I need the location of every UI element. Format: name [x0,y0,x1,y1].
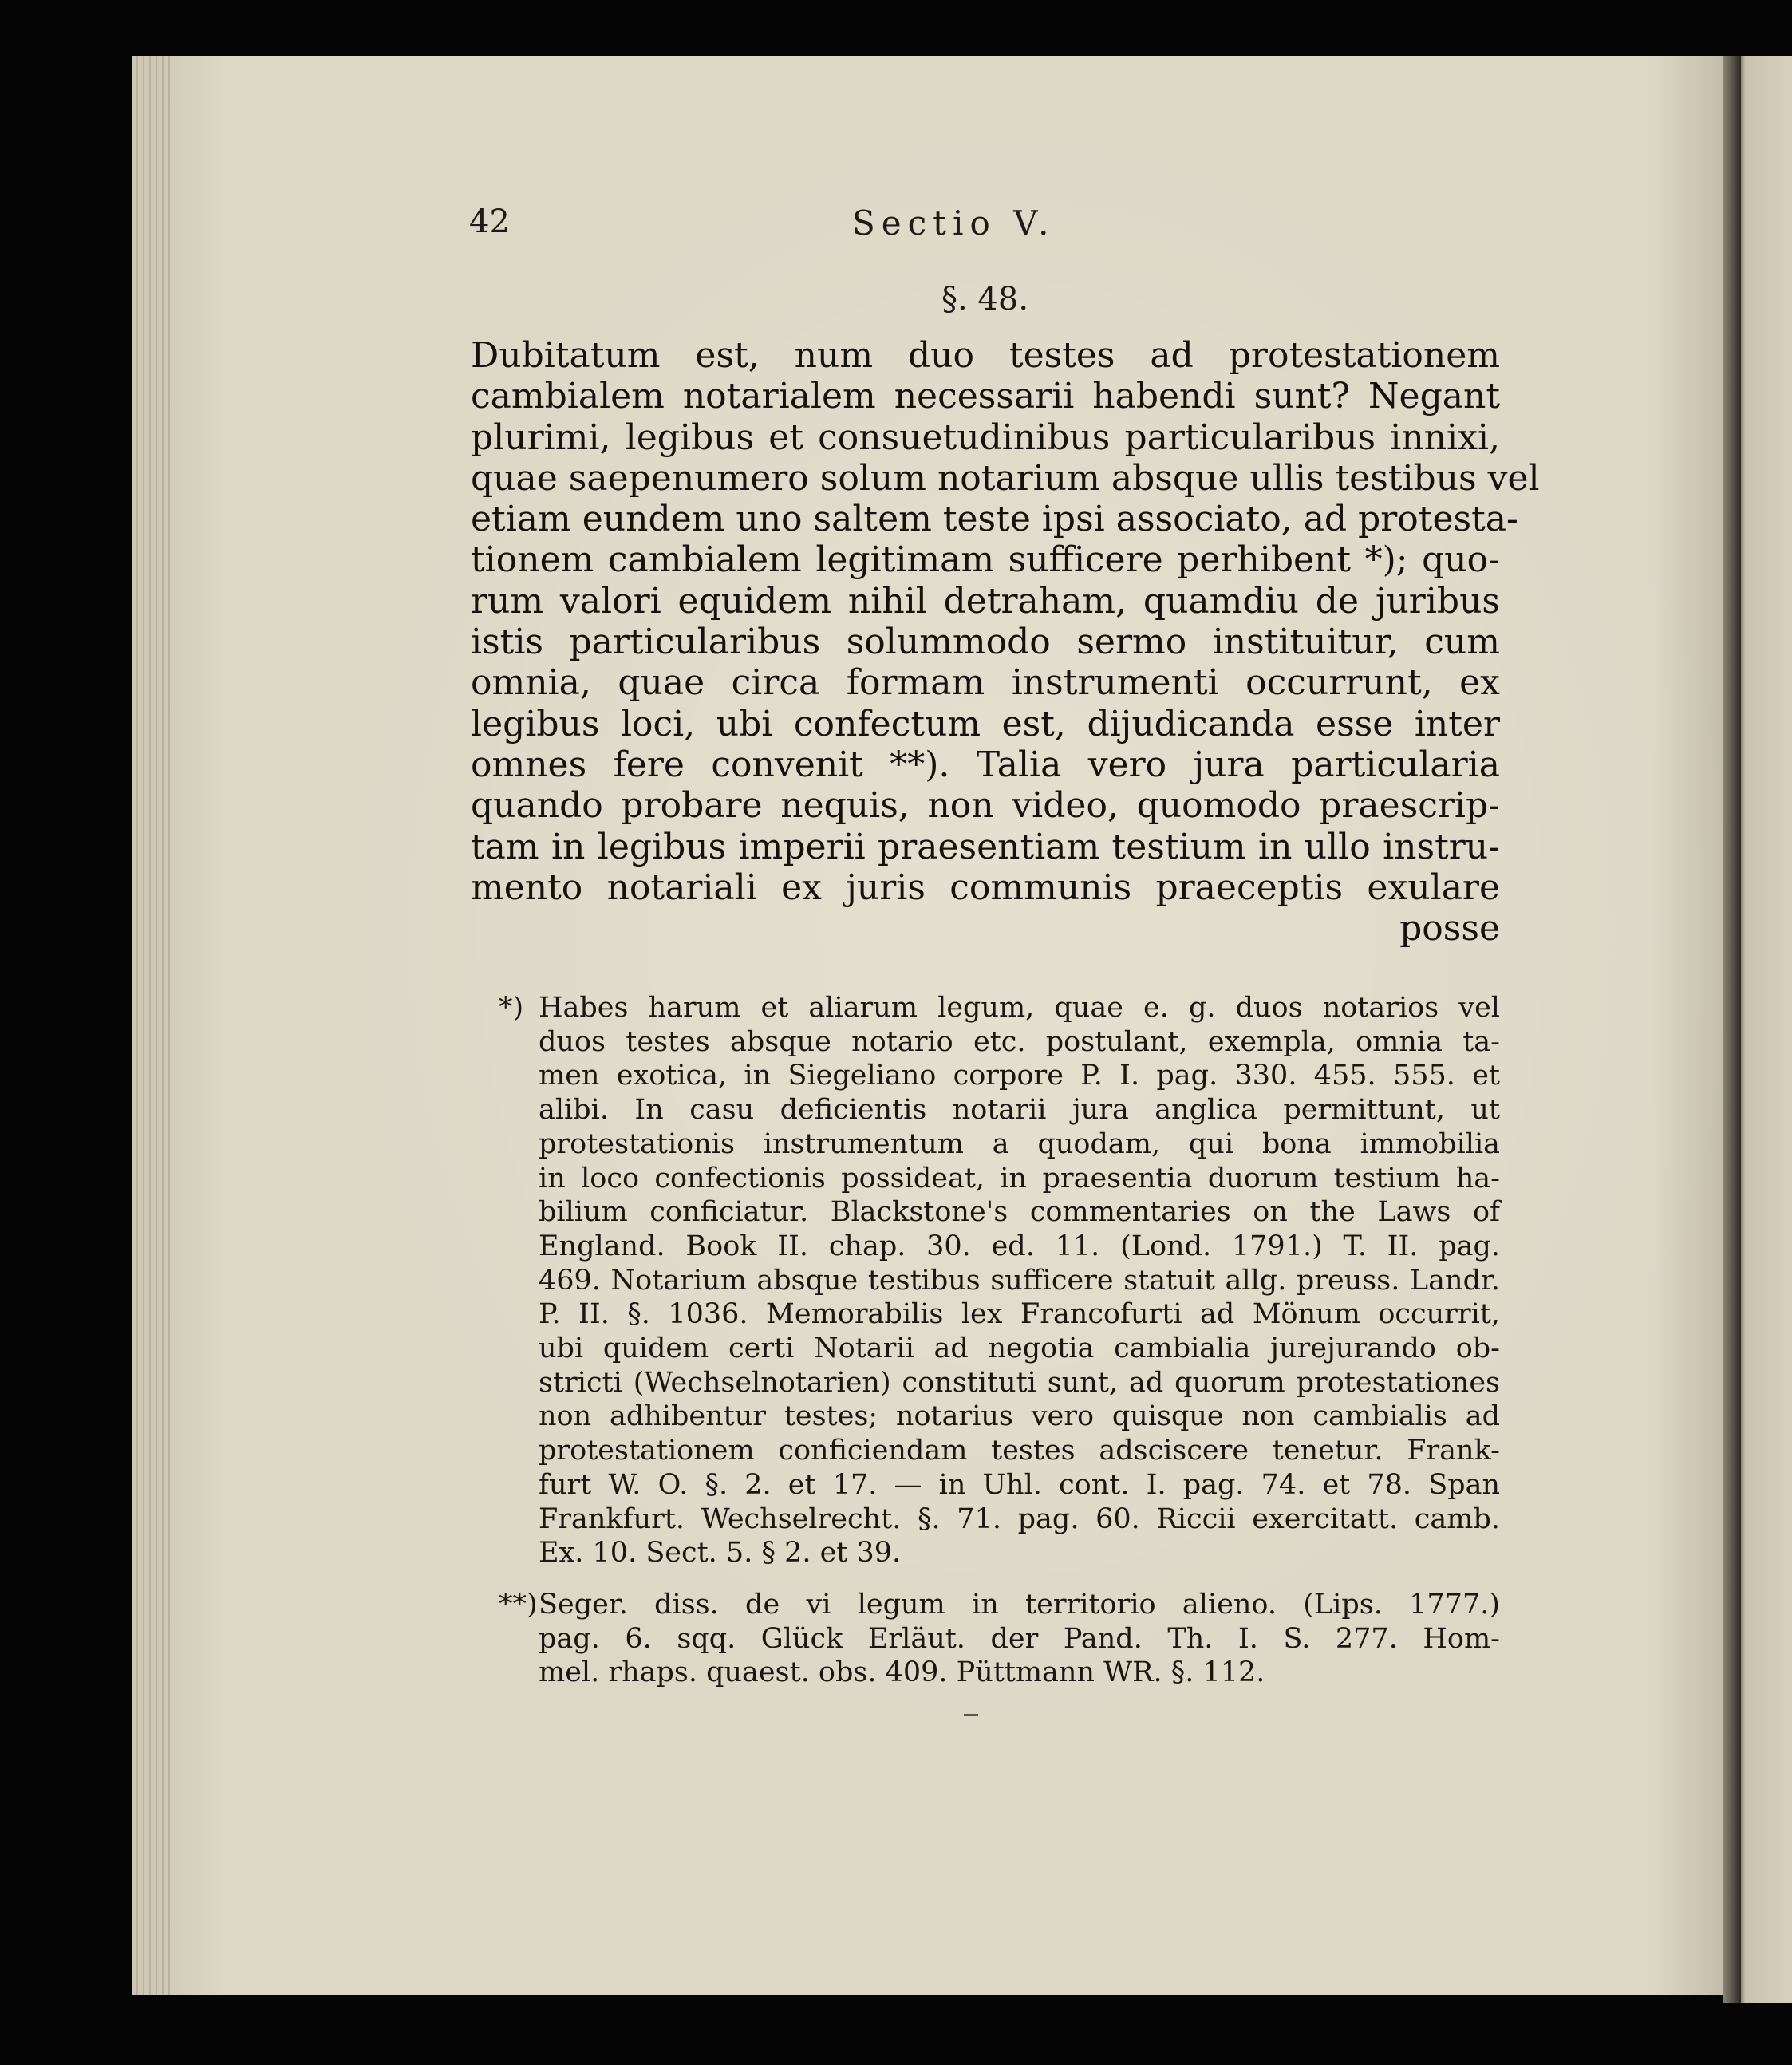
footnote-line: stricti (Wechselnotarien) constituti sunt, ad quorum protestationes [539,1366,1500,1399]
catchword-line: posse [1399,908,1500,950]
text-line: omnes fere convenit **). Talia vero jura particularia [471,744,1500,785]
footnote-marker: **) [499,1589,538,1621]
printers-mark [964,1714,978,1716]
text-line: istis particularibus solummodo sermo instituitur, cum [471,622,1500,663]
footnote-line: ubi quidem certi Notarii ad negotia cambialia jurejurando ob- [539,1333,1500,1365]
footnote-line: furt W. O. §. 2. et 17. — in Uhl. cont. I. pag. 74. et 78. Span [539,1468,1500,1501]
main-text [471,335,1540,950]
page-edges [132,56,170,1995]
footnote-marker: *) [499,992,524,1024]
text-line: tionem cambialem legitimam sufficere perhibent *); quo- [471,539,1500,581]
text-line: cambialem notarialem necessarii habendi sunt? Negant [471,376,1500,417]
text-line: mento notariali ex juris communis praeceptis exulare [471,867,1500,908]
footnote-line: Habes harum et aliarum legum, quae e. g. duos notarios vel [539,992,1500,1024]
footnote-line: Ex. 10. Sect. 5. § 2. et 39. [539,1537,902,1569]
text-line: plurimi, legibus et consuetudinibus particularibus innixi, [471,417,1500,458]
footnote-line: duos testes absque notario etc. postulant, exempla, omnia ta- [539,1025,1500,1058]
footnote-1 [499,991,1500,1570]
text-line: legibus loci, ubi confectum est, dijudicanda esse inter [471,703,1500,744]
footnote-line: in loco confectionis possideat, in praesentia duorum testium ha- [539,1162,1500,1194]
footnote-line: pag. 6. sqq. Glück Erläut. der Pand. Th. I. S. 277. Hom- [539,1622,1500,1655]
book-gutter [1723,56,1741,2003]
page-number: 42 [469,203,510,240]
footnote-line: men exotica, in Siegeliano corpore P. I. pag. 330. 455. 555. et [539,1060,1500,1092]
running-head: Sectio V. [852,203,1056,243]
page-header [469,203,1514,243]
section-heading: §. 48. [941,281,1029,318]
text-line: rum valori equidem nihil detraham, quamdiu de juribus [471,580,1500,622]
footnote-line: Seger. diss. de vi legum in territorio alieno. (Lips. 1777.) [539,1589,1500,1621]
text-line: quando probare nequis, non video, quomodo praescrip- [471,785,1500,827]
footnote-line: alibi. In casu deficientis notarii jura anglica permittunt, ut [539,1094,1500,1127]
footnote-line: non adhibentur testes; notarius vero quisque non cambialis ad [539,1400,1500,1433]
footnote-2 [499,1588,1500,1690]
footnote-line: Frankfurt. Wechselrecht. §. 71. pag. 60. Riccii exercitatt. camb. [539,1502,1500,1535]
footnote-line: protestationem conficiendam testes adsciscere tenetur. Frank- [539,1435,1500,1467]
footnote-line: bilium conficiatur. Blackstone's commentaries on the Laws of [539,1196,1500,1229]
text-line: quae saepenumero solum notarium absque ullis testibus vel [471,457,1540,499]
text-line: Dubitatum est, num duo testes ad protestationem [471,335,1500,376]
facing-page-edge [1735,56,1792,2003]
footnote-line: P. II. §. 1036. Memorabilis lex Francofurti ad Mönum occurrit, [539,1298,1500,1331]
footnote-line: protestationis instrumentum a quodam, qui bona immobilia [539,1127,1500,1160]
footnote-line: mel. rhaps. quaest. obs. 409. Püttmann WR. §. 112. [539,1656,1265,1689]
footnote-line: 469. Notarium absque testibus sufficere statuit allg. preuss. Landr. [539,1264,1500,1297]
text-line: tam in legibus imperii praesentiam testium in ullo instru- [471,826,1500,867]
text-line: omnia, quae circa formam instrumenti occurrunt, ex [471,662,1500,704]
text-line: etiam eundem uno saltem teste ipsi associato, ad protesta- [471,499,1518,540]
footnote-line: England. Book II. chap. 30. ed. 11. (Lond. 1791.) T. II. pag. [539,1230,1500,1262]
